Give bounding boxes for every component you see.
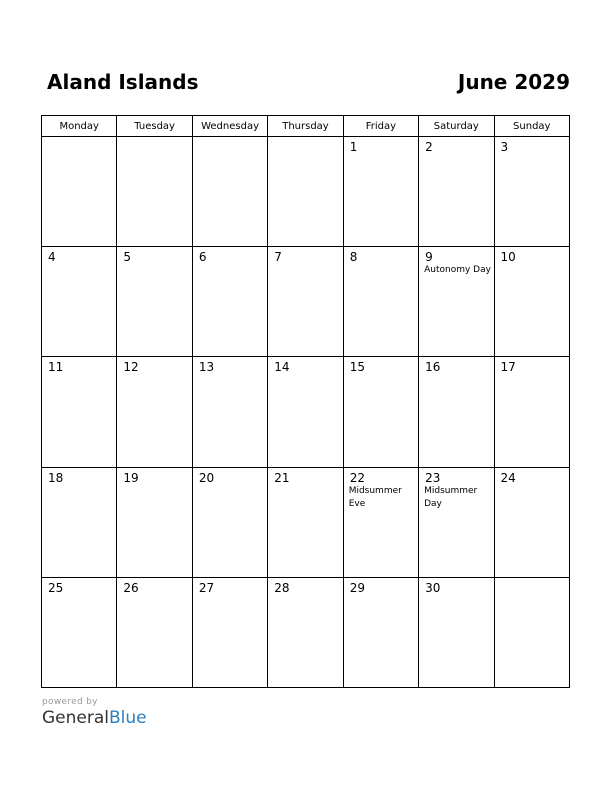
day-number: 22 [349,470,365,485]
day-cell [268,467,343,577]
week-row [42,137,570,247]
holiday-label: Midsummer Eve [348,485,402,509]
day-cell [117,357,192,467]
day-number: 28 [274,580,290,595]
day-number: 16 [425,360,441,375]
day-cell [117,577,192,687]
day-number: 20 [198,470,215,485]
day-cell [192,577,267,687]
day-number: 26 [123,580,139,595]
day-number: 23 [425,470,441,485]
day-cell [494,357,569,467]
brand-logo [42,708,147,728]
weekday-thursday: Thursday [268,116,343,137]
day-cell [268,137,343,247]
week-row [42,247,570,357]
week-row [42,577,570,687]
day-cell [42,247,117,357]
day-cell [494,467,569,577]
day-cell [192,357,267,467]
day-number: 14 [274,360,290,375]
powered-by-text: powered by [42,697,98,707]
month-title: June 2029 [457,70,570,94]
weekday-friday: Friday [343,116,418,137]
day-cell [419,467,494,577]
day-cell [268,247,343,357]
day-cell [343,137,418,247]
calendar-header [41,70,570,100]
day-cell [117,467,192,577]
day-cell [42,357,117,467]
day-number: 3 [500,140,509,154]
holiday-label: Autonomy Day [424,265,491,276]
country-title: Aland Islands [47,70,199,94]
day-number: 25 [48,580,64,595]
day-cell [494,577,569,687]
day-number: 2 [425,140,433,154]
weekday-header-row [42,116,570,137]
week-row [42,467,570,577]
day-cell [117,247,192,357]
week-row [42,357,570,467]
day-cell [268,357,343,467]
calendar-grid [41,115,570,688]
day-cell [268,577,343,687]
day-number: 24 [500,470,516,485]
weekday-tuesday: Tuesday [117,116,192,137]
day-cell [343,467,418,577]
day-cell [494,137,569,247]
day-number: 19 [123,470,139,485]
day-number [117,137,191,140]
weekday-monday: Monday [42,116,117,137]
day-number [42,137,116,140]
day-cell [117,137,192,247]
day-cell [343,577,418,687]
day-cell [343,357,418,467]
day-cell [42,467,117,577]
day-number: 8 [349,250,358,265]
day-number: 13 [198,360,215,375]
day-number: 5 [123,250,132,265]
day-cell [419,247,494,357]
day-number: 30 [425,580,441,595]
weekday-saturday: Saturday [419,116,494,137]
brand-general: General [42,708,109,728]
holiday-label: Midsummer Day [424,485,478,509]
day-number: 17 [500,360,516,375]
day-number: 15 [349,360,365,375]
day-cell [42,577,117,687]
day-number: 1 [349,140,358,154]
day-cell [419,137,494,247]
day-number: 6 [198,250,207,265]
day-cell [42,137,117,247]
brand-blue: Blue [109,708,147,728]
day-number: 21 [274,470,290,485]
weekday-sunday: Sunday [494,116,569,137]
day-number: 12 [123,360,139,375]
day-number: 27 [198,580,215,595]
day-number: 7 [274,250,282,265]
day-cell [494,247,569,357]
day-number [495,578,569,581]
day-cell [192,247,267,357]
day-number: 10 [500,250,516,265]
day-number [193,137,267,140]
day-cell [192,467,267,577]
day-cell [419,357,494,467]
day-cell [419,577,494,687]
weekday-wednesday: Wednesday [192,116,267,137]
day-number: 11 [48,360,64,375]
footer [42,697,147,728]
day-number [268,137,342,140]
day-number: 29 [349,580,365,595]
day-number: 4 [48,250,56,265]
day-cell [343,247,418,357]
day-cell [192,137,267,247]
day-number: 18 [48,470,64,485]
day-number: 9 [425,250,433,265]
